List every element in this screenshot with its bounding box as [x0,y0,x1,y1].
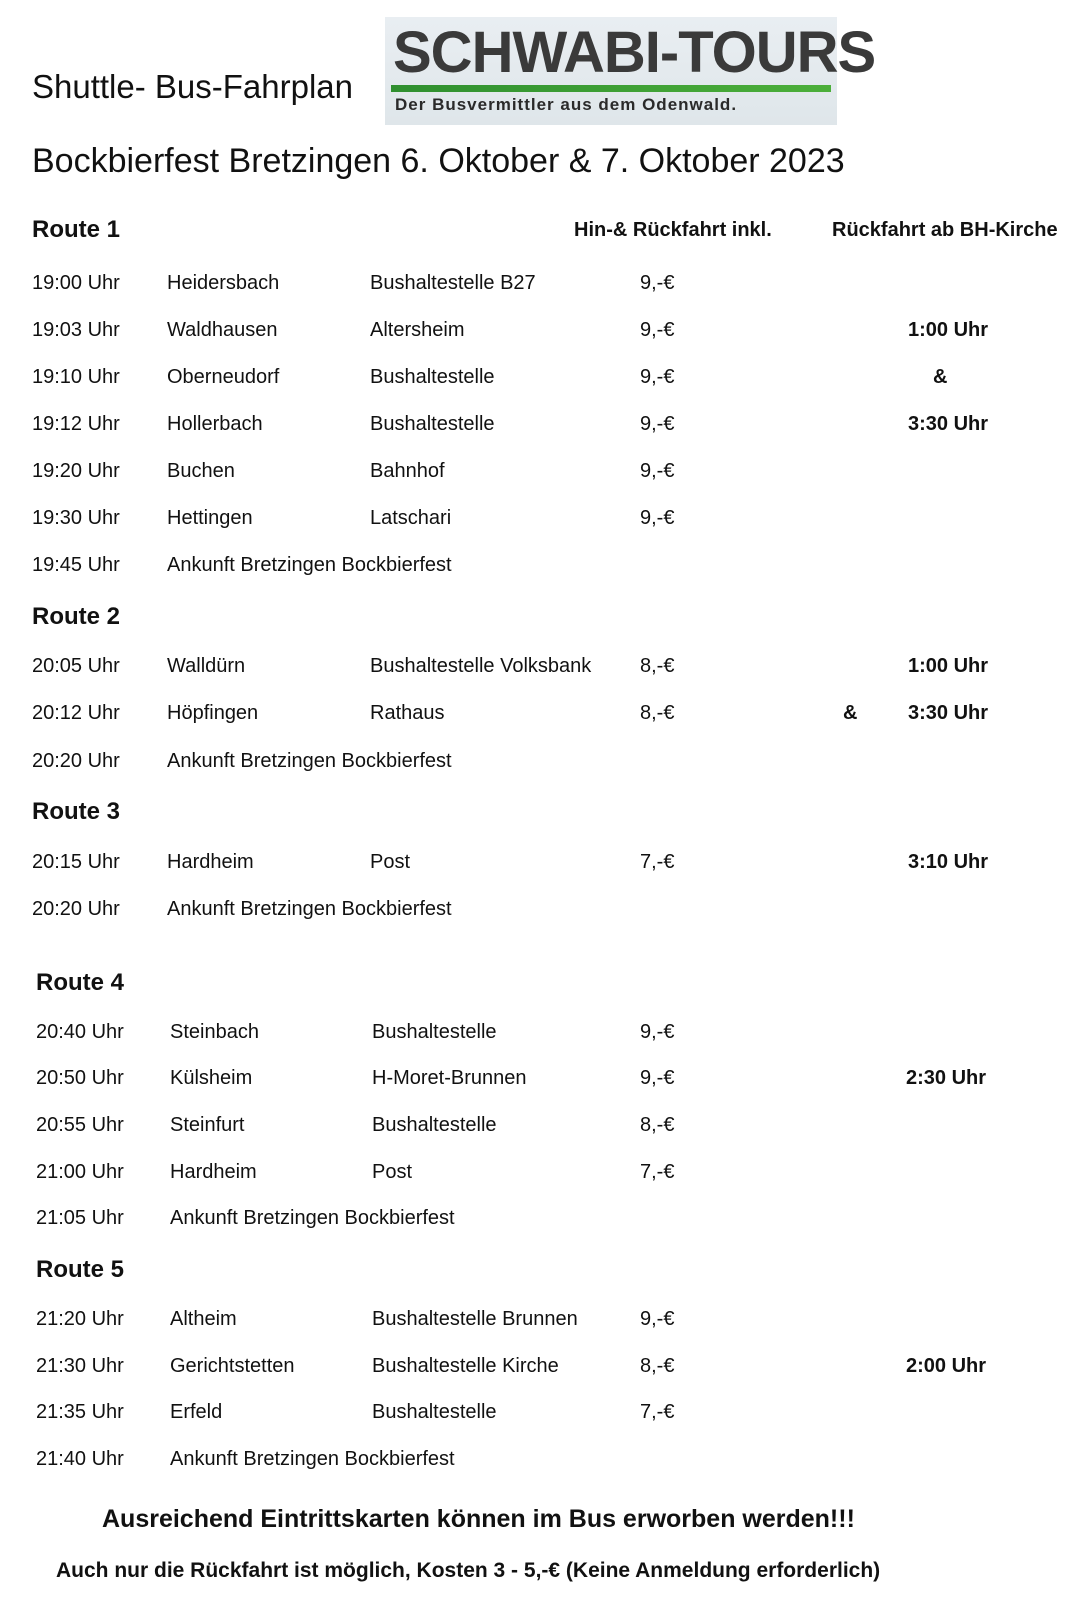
stop-location: Bushaltestelle [370,366,495,388]
stop-location: Post [370,851,411,873]
stop-time: 20:12 Uhr [32,702,120,724]
return-time: 1:00 Uhr [908,655,989,677]
stop-price: 9,-€ [640,460,675,482]
stop-time: 20:15 Uhr [32,851,120,873]
stop-place: Hardheim [170,1161,257,1183]
logo-tagline: Der Busvermittler aus dem Odenwald. [395,95,738,114]
return-time: 3:30 Uhr [908,413,989,435]
stop-price: 8,-€ [640,655,675,677]
logo-accent-bar [391,85,831,92]
stop-price: 9,-€ [640,507,675,529]
stop-location: Rathaus [370,702,445,724]
return-time: 2:30 Uhr [906,1067,987,1089]
stop-place: Gerichtstetten [170,1355,295,1377]
stop-location: Latschari [370,507,452,529]
route-heading: Route 2 [32,603,121,630]
stop-price: 7,-€ [640,851,675,873]
stop-location: Altersheim [370,319,465,341]
arrival-time: 21:05 Uhr [36,1207,124,1229]
stop-price: 9,-€ [640,1308,675,1330]
stop-place: Altheim [170,1308,237,1330]
stop-place: Höpfingen [167,702,259,724]
stop-price: 9,-€ [640,272,675,294]
arrival-time: 19:45 Uhr [32,554,120,576]
arrival-time: 20:20 Uhr [32,750,120,772]
stop-place: Steinfurt [170,1114,245,1136]
stop-location: Bushaltestelle Brunnen [372,1308,578,1330]
stop-place: Waldhausen [167,319,278,341]
stop-time: 19:00 Uhr [32,272,120,294]
arrival-time: 21:40 Uhr [36,1448,124,1470]
stop-place: Erfeld [170,1401,223,1423]
stop-price: 7,-€ [640,1401,675,1423]
stop-location: Bahnhof [370,460,445,482]
stop-place: Hardheim [167,851,254,873]
stop-place: Buchen [167,460,235,482]
stop-location: Bushaltestelle [372,1021,497,1043]
stop-price: 8,-€ [640,1355,675,1377]
stop-time: 20:55 Uhr [36,1114,124,1136]
stop-location: Bushaltestelle [372,1114,497,1136]
arrival-text: Ankunft Bretzingen Bockbierfest [167,750,452,772]
stop-location: Bushaltestelle [372,1401,497,1423]
stop-place: Külsheim [170,1067,253,1089]
stop-time: 21:35 Uhr [36,1401,124,1423]
stop-time: 19:20 Uhr [32,460,120,482]
stop-time: 21:20 Uhr [36,1308,124,1330]
stop-time: 21:00 Uhr [36,1161,124,1183]
stop-place: Oberneudorf [167,366,280,388]
stop-time: 21:30 Uhr [36,1355,124,1377]
stop-time: 19:12 Uhr [32,413,120,435]
arrival-text: Ankunft Bretzingen Bockbierfest [167,554,452,576]
company-logo [385,17,876,125]
stop-location: Post [372,1161,413,1183]
ticket-note: Ausreichend Eintrittskarten können im Bus erworben werden!!! [102,1505,855,1533]
return-time: 3:10 Uhr [908,851,989,873]
stop-price: 9,-€ [640,1021,675,1043]
route-heading: Route 3 [32,798,121,825]
return-time: 3:30 Uhr [908,702,989,724]
stop-time: 19:10 Uhr [32,366,120,388]
stop-price: 9,-€ [640,1067,675,1089]
arrival-text: Ankunft Bretzingen Bockbierfest [170,1448,455,1470]
stop-place: Heidersbach [167,272,280,294]
price-column-header: Hin-& Rückfahrt inkl. [574,219,772,241]
stop-price: 9,-€ [640,319,675,341]
arrival-time: 20:20 Uhr [32,898,120,920]
return-separator: & [843,702,858,724]
return-time: 1:00 Uhr [908,319,989,341]
stop-place: Walldürn [167,655,246,677]
route-heading: Route 4 [36,969,125,996]
stop-time: 20:40 Uhr [36,1021,124,1043]
logo-wordmark: SCHWABI-TOURS [393,20,876,85]
return-only-note: Auch nur die Rückfahrt ist möglich, Kosten 3 - 5,-€ (Keine Anmeldung erforderlich) [56,1559,881,1582]
stop-price: 9,-€ [640,413,675,435]
page-title: Shuttle- Bus-Fahrplan [32,68,353,105]
route-heading: Route 1 [32,216,121,243]
stop-location: H-Moret-Brunnen [372,1067,527,1089]
stop-place: Hollerbach [167,413,263,435]
return-time: 2:00 Uhr [906,1355,987,1377]
stop-time: 20:05 Uhr [32,655,120,677]
stop-time: 20:50 Uhr [36,1067,124,1089]
stop-place: Hettingen [167,507,253,529]
stop-location: Bushaltestelle Kirche [372,1355,559,1377]
stop-place: Steinbach [170,1021,259,1043]
stop-location: Bushaltestelle B27 [370,272,536,294]
stop-location: Bushaltestelle [370,413,495,435]
route-heading: Route 5 [36,1256,125,1283]
stop-location: Bushaltestelle Volksbank [370,655,592,677]
stop-time: 19:03 Uhr [32,319,120,341]
stop-price: 8,-€ [640,702,675,724]
arrival-text: Ankunft Bretzingen Bockbierfest [170,1207,455,1229]
arrival-text: Ankunft Bretzingen Bockbierfest [167,898,452,920]
stop-price: 9,-€ [640,366,675,388]
stop-price: 7,-€ [640,1161,675,1183]
stop-time: 19:30 Uhr [32,507,120,529]
stop-price: 8,-€ [640,1114,675,1136]
return-separator: & [933,366,948,388]
event-subtitle: Bockbierfest Bretzingen 6. Oktober & 7. Oktober 2023 [32,142,845,180]
return-column-header: Rückfahrt ab BH-Kirche [832,219,1058,241]
